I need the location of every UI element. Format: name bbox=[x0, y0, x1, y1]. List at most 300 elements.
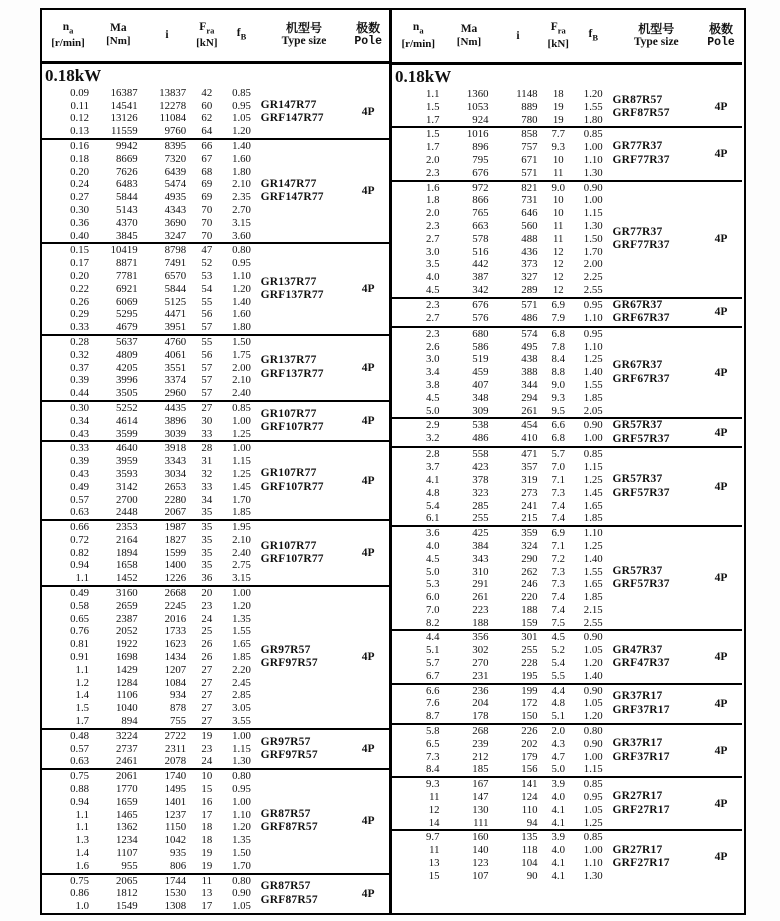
cell-i: 199 bbox=[521, 684, 538, 697]
cell-fra: 36 bbox=[201, 572, 213, 585]
cell-i: 4471 bbox=[164, 308, 187, 321]
data-row bbox=[42, 191, 261, 204]
type-size-cell bbox=[261, 770, 348, 872]
type-size-cell bbox=[261, 244, 348, 334]
cell-fb: 1.15 bbox=[583, 207, 603, 220]
cell-fb: 1.40 bbox=[583, 366, 603, 379]
data-row bbox=[42, 204, 261, 217]
cell-na: 7.0 bbox=[426, 603, 440, 616]
table-block bbox=[392, 417, 742, 446]
cell-i: 327 bbox=[521, 271, 538, 284]
cell-na: 0.63 bbox=[70, 506, 90, 519]
cell-i: 373 bbox=[521, 258, 538, 271]
data-row bbox=[42, 494, 261, 507]
cell-fb: 1.25 bbox=[232, 467, 251, 480]
data-row bbox=[42, 547, 261, 560]
type-size-cell bbox=[613, 725, 701, 776]
pole-cell bbox=[347, 730, 389, 768]
data-row bbox=[392, 405, 613, 418]
cell-fra: 68 bbox=[201, 165, 213, 178]
cell-fra: 3.9 bbox=[551, 831, 565, 844]
cell-fra: 5.1 bbox=[551, 710, 565, 723]
cell-na: 1.5 bbox=[426, 100, 440, 113]
cell-fb: 0.95 bbox=[232, 783, 251, 796]
block-rows bbox=[392, 725, 613, 776]
cell-i: 1740 bbox=[164, 770, 187, 783]
cell-fb: 0.85 bbox=[583, 831, 603, 844]
cell-fb: 1.20 bbox=[232, 125, 251, 138]
cell-ma: 10419 bbox=[110, 244, 138, 257]
cell-fra: 6.6 bbox=[551, 419, 565, 432]
cell-fb: 0.90 bbox=[583, 631, 603, 644]
block-rows bbox=[42, 730, 261, 768]
cell-i: 7491 bbox=[164, 257, 187, 270]
cell-na: 2.3 bbox=[426, 219, 440, 232]
cell-fb: 1.40 bbox=[583, 669, 603, 682]
cell-fb: 1.40 bbox=[232, 295, 251, 308]
cell-na: 0.43 bbox=[70, 427, 90, 440]
block-rows bbox=[392, 419, 613, 446]
cell-fb: 1.00 bbox=[583, 141, 603, 154]
cell-ma: 6069 bbox=[116, 295, 138, 308]
data-row bbox=[42, 770, 261, 783]
cell-na: 0.43 bbox=[70, 467, 90, 480]
type-size-cell bbox=[613, 88, 701, 126]
cell-fra: 9.0 bbox=[551, 378, 565, 391]
col-header-type: 机型号 Type size bbox=[281, 21, 327, 48]
type-size-cell bbox=[613, 128, 701, 179]
data-row bbox=[42, 559, 261, 572]
table-block bbox=[42, 87, 389, 138]
cell-na: 0.22 bbox=[70, 282, 90, 295]
cell-fra: 6.9 bbox=[551, 298, 565, 311]
data-row bbox=[392, 751, 613, 764]
cell-na: 4.0 bbox=[426, 271, 440, 284]
data-row bbox=[42, 572, 261, 585]
cell-fra: 7.0 bbox=[551, 461, 565, 474]
pole-badge: 4P bbox=[361, 887, 375, 900]
pole-badge: 4P bbox=[714, 744, 728, 757]
cell-fb: 1.15 bbox=[583, 461, 603, 474]
cell-fra: 7.3 bbox=[551, 486, 565, 499]
cell-ma: 178 bbox=[472, 710, 489, 723]
cell-na: 11 bbox=[429, 791, 440, 804]
cell-fb: 1.05 bbox=[583, 697, 603, 710]
cell-ma: 2052 bbox=[116, 625, 138, 638]
table-half-right bbox=[392, 10, 742, 913]
cell-i: 172 bbox=[521, 697, 538, 710]
cell-i: 1495 bbox=[164, 783, 187, 796]
cell-na: 0.13 bbox=[70, 125, 90, 138]
cell-fra: 5.4 bbox=[551, 657, 565, 670]
type-size-cell bbox=[613, 448, 701, 525]
cell-ma: 309 bbox=[472, 404, 489, 417]
cell-na: 0.66 bbox=[70, 521, 90, 534]
data-row bbox=[392, 114, 613, 127]
cell-fra: 47 bbox=[201, 244, 213, 257]
data-row bbox=[42, 140, 261, 153]
cell-fra: 57 bbox=[201, 374, 213, 387]
cell-fb: 1.85 bbox=[583, 512, 603, 525]
cell-fra: 4.1 bbox=[551, 857, 565, 870]
data-row bbox=[392, 353, 613, 366]
data-row bbox=[42, 689, 261, 702]
cell-fra: 23 bbox=[201, 742, 213, 755]
cell-fra: 24 bbox=[201, 755, 213, 768]
cell-na: 0.81 bbox=[70, 638, 90, 651]
cell-fra: 9.5 bbox=[551, 404, 565, 417]
col-header-fb: $f_B$ bbox=[236, 27, 247, 42]
pole-badge: 4P bbox=[361, 651, 375, 664]
block-rows bbox=[392, 299, 613, 326]
cell-fra: 6.8 bbox=[551, 327, 565, 340]
cell-ma: 270 bbox=[472, 657, 489, 670]
data-row bbox=[42, 87, 261, 100]
cell-ma: 5844 bbox=[116, 191, 138, 204]
cell-na: 0.49 bbox=[70, 480, 90, 493]
cell-i: 13837 bbox=[159, 86, 187, 99]
cell-ma: 423 bbox=[472, 461, 489, 474]
model-name: GR57R37 bbox=[612, 564, 663, 577]
data-row bbox=[42, 112, 261, 125]
cell-fb: 2.15 bbox=[583, 603, 603, 616]
cell-ma: 140 bbox=[472, 844, 489, 857]
data-row bbox=[392, 220, 613, 233]
cell-i: 1226 bbox=[164, 572, 187, 585]
cell-na: 15 bbox=[428, 869, 440, 882]
cell-fb: 2.05 bbox=[583, 404, 603, 417]
table-block bbox=[42, 440, 389, 519]
cell-fra: 9.0 bbox=[551, 181, 565, 194]
cell-fra: 56 bbox=[201, 308, 213, 321]
cell-na: 1.7 bbox=[426, 113, 440, 126]
type-size-cell bbox=[613, 182, 701, 297]
cell-fb: 0.95 bbox=[232, 99, 251, 112]
cell-ma: 1894 bbox=[116, 546, 138, 559]
cell-i: 438 bbox=[521, 353, 538, 366]
cell-ma: 7781 bbox=[116, 269, 138, 282]
cell-fb: 0.85 bbox=[232, 401, 251, 414]
data-row bbox=[392, 604, 613, 617]
cell-fb: 0.90 bbox=[583, 181, 603, 194]
cell-fb: 1.10 bbox=[583, 311, 603, 324]
cell-fb: 1.20 bbox=[583, 88, 603, 100]
cell-i: 215 bbox=[521, 512, 538, 525]
pole-cell bbox=[700, 725, 742, 776]
cell-fb: 1.50 bbox=[583, 232, 603, 245]
cell-ma: 5252 bbox=[116, 401, 138, 414]
data-row bbox=[42, 244, 261, 257]
cell-na: 2.6 bbox=[426, 340, 440, 353]
data-row bbox=[42, 664, 261, 677]
model-name: GRF97R57 bbox=[260, 749, 318, 762]
cell-na: 12 bbox=[428, 803, 440, 816]
cell-na: 1.4 bbox=[75, 847, 90, 860]
block-rows bbox=[392, 448, 613, 525]
cell-fra: 8.8 bbox=[551, 366, 565, 379]
table-block bbox=[392, 297, 742, 326]
model-name: GR87R57 bbox=[612, 93, 663, 106]
cell-fra: 54 bbox=[201, 282, 213, 295]
cell-fra: 3.9 bbox=[551, 778, 565, 791]
block-rows bbox=[42, 521, 261, 585]
cell-na: 0.40 bbox=[70, 229, 90, 242]
cell-fra: 15 bbox=[201, 783, 213, 796]
cell-na: 0.16 bbox=[70, 139, 90, 152]
cell-fb: 1.85 bbox=[232, 651, 251, 664]
cell-fra: 7.5 bbox=[551, 616, 565, 629]
data-row bbox=[392, 644, 613, 657]
cell-ma: 1465 bbox=[116, 808, 138, 821]
cell-ma: 3845 bbox=[116, 229, 138, 242]
cell-i: 179 bbox=[521, 750, 538, 763]
model-name: GRF27R17 bbox=[612, 857, 670, 870]
cell-fb: 1.60 bbox=[232, 308, 251, 321]
data-row bbox=[392, 101, 613, 114]
cell-ma: 1106 bbox=[116, 689, 138, 702]
cell-fra: 19 bbox=[201, 859, 213, 872]
table-block bbox=[42, 768, 389, 872]
data-row bbox=[42, 415, 261, 428]
cell-na: 0.39 bbox=[70, 455, 90, 468]
pole-cell bbox=[347, 402, 389, 440]
cell-i: 3374 bbox=[164, 374, 187, 387]
cell-na: 2.8 bbox=[426, 448, 440, 461]
data-row bbox=[392, 631, 613, 644]
cell-i: 571 bbox=[521, 166, 538, 179]
cell-fb: 1.30 bbox=[583, 869, 603, 882]
block-rows bbox=[42, 402, 261, 440]
cell-i: 3039 bbox=[164, 427, 187, 440]
table-block bbox=[42, 138, 389, 242]
data-row bbox=[392, 500, 613, 513]
cell-i: 1827 bbox=[164, 533, 187, 546]
cell-fb: 1.00 bbox=[232, 729, 251, 742]
data-row bbox=[392, 725, 613, 738]
cell-ma: 130 bbox=[472, 803, 489, 816]
cell-ma: 111 bbox=[473, 816, 489, 829]
cell-ma: 3160 bbox=[116, 587, 138, 600]
type-size-cell bbox=[613, 527, 701, 629]
cell-fra: 4.7 bbox=[551, 750, 565, 763]
cell-fb: 1.30 bbox=[232, 755, 251, 768]
cell-fra: 2.0 bbox=[551, 725, 565, 738]
cell-ma: 268 bbox=[472, 725, 489, 738]
cell-na: 6.6 bbox=[426, 684, 440, 697]
cell-fra: 11 bbox=[553, 219, 564, 232]
data-row bbox=[392, 763, 613, 776]
cell-i: 3951 bbox=[164, 321, 187, 334]
cell-na: 9.7 bbox=[426, 831, 440, 844]
model-name: GRF57R37 bbox=[612, 578, 670, 591]
cell-i: 486 bbox=[521, 311, 538, 324]
cell-fra: 7.7 bbox=[551, 128, 565, 141]
cell-fra: 5.0 bbox=[551, 763, 565, 776]
cell-fra: 53 bbox=[201, 269, 213, 282]
model-name: GR77R37 bbox=[612, 140, 663, 153]
cell-i: 1434 bbox=[164, 651, 187, 664]
model-name: GRF107R77 bbox=[260, 480, 324, 493]
table-block bbox=[42, 873, 389, 913]
model-name: GR57R37 bbox=[612, 419, 663, 432]
cell-fb: 1.10 bbox=[232, 269, 251, 282]
cell-fra: 4.8 bbox=[551, 697, 565, 710]
model-name: GRF57R37 bbox=[612, 486, 670, 499]
model-name: GRF107R77 bbox=[260, 553, 324, 566]
data-row bbox=[392, 379, 613, 392]
cell-i: 488 bbox=[521, 232, 538, 245]
cell-fb: 2.10 bbox=[232, 374, 251, 387]
cell-fra: 13 bbox=[201, 887, 213, 900]
cell-i: 2668 bbox=[164, 587, 187, 600]
cell-na: 2.3 bbox=[426, 327, 440, 340]
cell-ma: 1016 bbox=[466, 128, 489, 141]
pole-cell bbox=[700, 778, 742, 829]
cell-na: 4.5 bbox=[426, 283, 440, 296]
cell-fb: 1.00 bbox=[232, 442, 251, 455]
model-name: GR87R57 bbox=[260, 880, 311, 893]
type-size-cell bbox=[261, 442, 348, 519]
type-size-cell bbox=[613, 631, 701, 682]
data-row bbox=[42, 283, 261, 296]
model-name: GRF67R37 bbox=[612, 312, 670, 325]
cell-i: 731 bbox=[521, 194, 538, 207]
cell-fb: 0.80 bbox=[583, 725, 603, 738]
pole-cell bbox=[347, 770, 389, 872]
data-row bbox=[392, 299, 613, 312]
cell-na: 3.5 bbox=[426, 258, 440, 271]
cell-i: 934 bbox=[170, 689, 187, 702]
cell-ma: 378 bbox=[472, 473, 489, 486]
data-row bbox=[42, 455, 261, 468]
cell-fb: 1.20 bbox=[583, 710, 603, 723]
type-size-cell bbox=[261, 875, 348, 913]
cell-ma: 5295 bbox=[116, 308, 138, 321]
col-header-ma: Ma [Nm] bbox=[106, 22, 131, 48]
cell-ma: 1040 bbox=[116, 702, 138, 715]
cell-ma: 866 bbox=[472, 194, 489, 207]
data-row bbox=[42, 847, 261, 860]
rating-blocks-right bbox=[392, 88, 742, 913]
cell-fb: 2.35 bbox=[232, 191, 251, 204]
cell-fra: 11 bbox=[553, 232, 564, 245]
cell-fra: 19 bbox=[201, 847, 213, 860]
cell-fb: 0.80 bbox=[232, 770, 251, 783]
cell-na: 1.5 bbox=[75, 702, 90, 715]
cell-ma: 2737 bbox=[116, 742, 138, 755]
cell-ma: 188 bbox=[472, 616, 489, 629]
cell-fra: 27 bbox=[201, 401, 213, 414]
cell-na: 1.5 bbox=[426, 128, 440, 141]
col-header-pole: 极数 Pole bbox=[707, 22, 735, 49]
pole-cell bbox=[347, 140, 389, 242]
data-row bbox=[42, 442, 261, 455]
pole-cell bbox=[347, 244, 389, 334]
model-name: GR137R77 bbox=[260, 354, 317, 367]
cell-i: 2280 bbox=[164, 493, 187, 506]
cell-i: 4760 bbox=[164, 335, 187, 348]
block-rows bbox=[42, 442, 261, 519]
cell-i: 3896 bbox=[164, 414, 187, 427]
cell-fb: 1.45 bbox=[232, 480, 251, 493]
cell-ma: 676 bbox=[472, 166, 489, 179]
cell-fra: 10 bbox=[552, 153, 564, 166]
pole-badge: 4P bbox=[361, 185, 375, 198]
data-row bbox=[42, 257, 261, 270]
cell-ma: 239 bbox=[472, 737, 489, 750]
pole-badge: 4P bbox=[714, 233, 728, 246]
data-row bbox=[392, 141, 613, 154]
cell-fra: 69 bbox=[201, 178, 213, 191]
cell-na: 2.0 bbox=[426, 153, 440, 166]
cell-ma: 8669 bbox=[116, 152, 138, 165]
cell-i: 294 bbox=[521, 391, 538, 404]
table-block bbox=[392, 776, 742, 829]
cell-ma: 123 bbox=[472, 857, 489, 870]
cell-na: 6.7 bbox=[426, 669, 440, 682]
data-row bbox=[392, 710, 613, 723]
cell-na: 0.20 bbox=[70, 269, 90, 282]
cell-ma: 4679 bbox=[116, 321, 138, 334]
pole-badge: 4P bbox=[361, 415, 375, 428]
cell-na: 1.6 bbox=[75, 859, 90, 872]
cell-na: 5.7 bbox=[426, 657, 440, 670]
pole-badge: 4P bbox=[361, 743, 375, 756]
cell-fra: 12 bbox=[552, 258, 564, 271]
cell-fb: 2.70 bbox=[232, 203, 251, 216]
data-row bbox=[42, 860, 261, 873]
cell-na: 1.1 bbox=[75, 808, 90, 821]
block-rows bbox=[392, 88, 613, 126]
cell-fra: 10 bbox=[552, 207, 564, 220]
model-name: GRF67R37 bbox=[612, 372, 670, 385]
cell-fra: 27 bbox=[201, 715, 213, 728]
table-block bbox=[392, 629, 742, 682]
data-row bbox=[42, 534, 261, 547]
table-block bbox=[392, 326, 742, 418]
cell-fb: 1.05 bbox=[232, 112, 251, 125]
cell-na: 2.7 bbox=[426, 311, 440, 324]
cell-fra: 31 bbox=[201, 455, 213, 468]
pole-cell bbox=[700, 527, 742, 629]
cell-ma: 231 bbox=[472, 669, 489, 682]
cell-fb: 1.05 bbox=[232, 900, 251, 913]
cell-na: 0.49 bbox=[70, 587, 90, 600]
cell-i: 94 bbox=[526, 816, 538, 829]
cell-na: 3.2 bbox=[426, 432, 440, 445]
model-name: GR37R17 bbox=[612, 690, 663, 703]
table-block bbox=[392, 683, 742, 723]
cell-na: 3.6 bbox=[426, 527, 440, 540]
cell-fra: 30 bbox=[201, 414, 213, 427]
cell-ma: 586 bbox=[472, 340, 489, 353]
cell-i: 410 bbox=[521, 432, 538, 445]
cell-fb: 1.20 bbox=[232, 599, 251, 612]
cell-fb: 1.20 bbox=[232, 821, 251, 834]
data-row bbox=[42, 587, 261, 600]
cell-i: 757 bbox=[521, 141, 538, 154]
data-row bbox=[42, 468, 261, 481]
cell-i: 2078 bbox=[164, 755, 187, 768]
cell-i: 8798 bbox=[164, 244, 187, 257]
cell-fra: 7.8 bbox=[551, 340, 565, 353]
data-row bbox=[42, 521, 261, 534]
cell-ma: 676 bbox=[472, 298, 489, 311]
cell-fb: 1.55 bbox=[232, 625, 251, 638]
table-block bbox=[392, 88, 742, 126]
cell-fra: 17 bbox=[201, 900, 213, 913]
cell-na: 0.33 bbox=[70, 442, 90, 455]
